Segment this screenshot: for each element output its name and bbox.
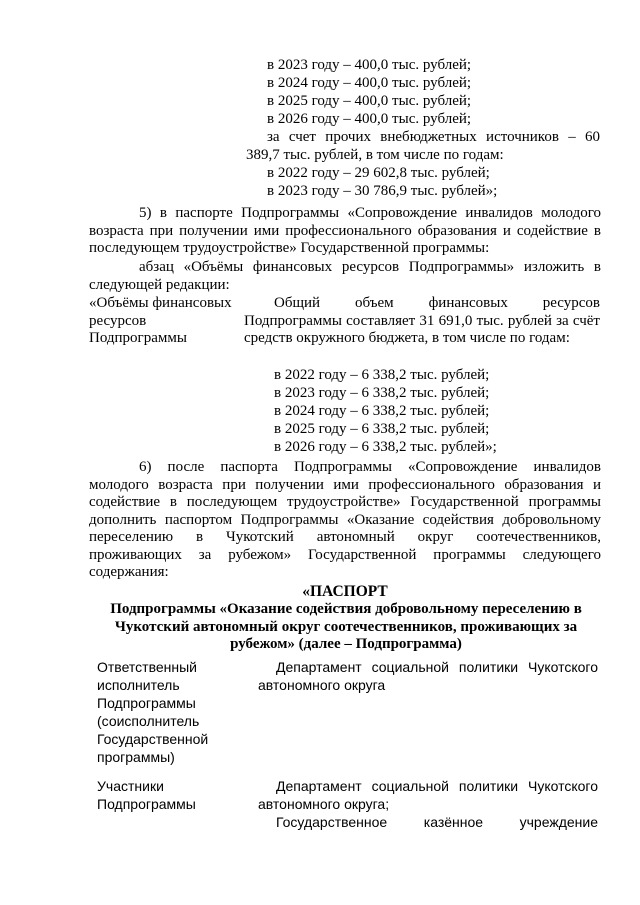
passport-subtitle: Подпрограммы «Оказание содействия добровольному переселению в Чукотский автономный округ соотечественников, проживающих за рубежом» (далее – Подпрограмма) [110, 601, 582, 652]
volume-year-line: в 2025 году – 6 338,2 тыс. рублей; [274, 421, 490, 437]
top-year-line: в 2024 году – 400,0 тыс. рублей; [267, 75, 472, 91]
item-5-abzac: абзац «Объёмы финансовых ресурсов Подпрограммы» изложить в следующей редакции: [89, 259, 601, 293]
other-sources-line: за счет прочих внебюджетных источников – 60 [267, 129, 600, 145]
volume-label: «Объёмы финансовых ресурсов Подпрограммы [89, 295, 232, 346]
volume-year-line: в 2026 году – 6 338,2 тыс. рублей»; [274, 439, 497, 455]
responsible-value: Департамент социальной политики Чукотского автономного округа [258, 659, 598, 693]
volume-year-line: в 2024 году – 6 338,2 тыс. рублей; [274, 403, 490, 419]
top-year-line: в 2023 году – 400,0 тыс. рублей; [267, 57, 472, 73]
item-5-paragraph: 5) в паспорте Подпрограммы «Сопровождение инвалидов молодого возраста при получении ими профессионального образования и содействие в последующем трудоустройстве» Государственной программы: [89, 205, 601, 256]
top-year-line: в 2025 году – 400,0 тыс. рублей; [267, 93, 472, 109]
other-year-line: в 2023 году – 30 786,9 тыс. рублей»; [267, 183, 498, 199]
volume-year-line: в 2022 году – 6 338,2 тыс. рублей; [274, 367, 490, 383]
participants-value-2: Государственное казённое учреждение [276, 814, 598, 830]
volume-year-line: в 2023 году – 6 338,2 тыс. рублей; [274, 385, 490, 401]
passport-title: «ПАСПОРТ [302, 583, 388, 600]
volume-value: Общий объем финансовых ресурсов Подпрограммы составляет 31 691,0 тыс. рублей за счёт средств окружного бюджета, в том числе по годам: [244, 295, 600, 346]
participants-value: Департамент социальной политики Чукотского автономного округа; [258, 778, 598, 812]
responsible-label: Ответственный исполнитель Подпрограммы (соисполнитель Государственной программы) [97, 659, 209, 765]
top-year-line: в 2026 году – 400,0 тыс. рублей; [267, 111, 472, 127]
participants-label: Участники Подпрограммы [97, 778, 196, 812]
item-6-paragraph: 6) после паспорта Подпрограммы «Сопровождение инвалидов молодого возраста при получении ими профессионального образования и содействие в последующем трудоустройстве» Государственной программы дополнить паспортом Подпрограммы «Оказание содействия добровольному переселению в Чукотский автономный округ соотечественников, проживающих за рубежом» Государственной программы следующего содержания: [89, 459, 601, 580]
other-sources-continuation: 389,7 тыс. рублей, в том числе по годам: [246, 147, 504, 163]
other-year-line: в 2022 году – 29 602,8 тыс. рублей; [267, 165, 490, 181]
